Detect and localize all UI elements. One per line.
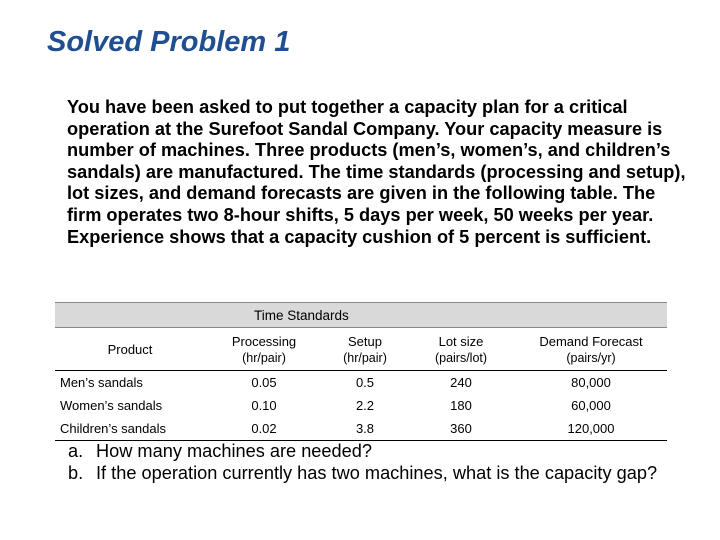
question-list bbox=[68, 441, 668, 484]
cell-product: Children’s sandals bbox=[60, 421, 166, 436]
cell-product: Women’s sandals bbox=[60, 398, 163, 413]
time-standards-label: Time Standards bbox=[254, 307, 349, 323]
col-header-setup bbox=[323, 328, 407, 371]
question-text: If the operation currently has two machines, what is the capacity gap? bbox=[96, 462, 658, 483]
problem-statement: You have been asked to put together a capacity plan for a critical operation at the Surefoot Sandal Company. Your capacity measure is number of machines. Three products (men’s, women’s, and children’s sandals) are manufactured. The time standards (processing and setup), lot sizes, and demand forecasts are given in the following table. The firm operates two 8-hour shifts, 5 days per week, 50 weeks per year. Experience shows that a capacity cushion of 5 percent is sufficient. bbox=[67, 97, 686, 247]
table-row bbox=[55, 371, 667, 395]
cell-processing: 0.10 bbox=[251, 398, 277, 413]
col-header-unit: (hr/pair) bbox=[242, 350, 286, 365]
col-header-unit: (pairs/yr) bbox=[566, 350, 616, 365]
col-header-product bbox=[55, 328, 205, 371]
cell-setup: 2.2 bbox=[355, 398, 375, 413]
page-title: Solved Problem 1 bbox=[47, 26, 291, 58]
cell-lot-size: 360 bbox=[450, 421, 472, 436]
cell-demand: 120,000 bbox=[567, 421, 615, 436]
question-marker: a. bbox=[68, 441, 84, 461]
table-row bbox=[55, 417, 667, 441]
col-header-label: Product bbox=[107, 341, 153, 357]
col-header-label: Processing bbox=[231, 333, 297, 349]
cell-demand: 60,000 bbox=[571, 398, 611, 413]
question-item bbox=[68, 441, 668, 463]
table-header-row bbox=[55, 328, 667, 371]
col-header-label: Lot size bbox=[438, 333, 484, 349]
cell-lot-size: 240 bbox=[450, 375, 472, 390]
question-item bbox=[68, 463, 668, 485]
cell-processing: 0.05 bbox=[251, 375, 277, 390]
cell-processing: 0.02 bbox=[251, 421, 277, 436]
data-table bbox=[55, 328, 667, 441]
table-row bbox=[55, 394, 667, 417]
time-standards-header bbox=[55, 302, 667, 328]
col-header-unit: (pairs/lot) bbox=[434, 350, 488, 365]
col-header-demand-forecast bbox=[515, 328, 667, 371]
question-marker: b. bbox=[68, 462, 84, 483]
cell-setup: 0.5 bbox=[355, 375, 375, 390]
col-header-lot-size bbox=[407, 328, 515, 371]
cell-setup: 3.8 bbox=[355, 421, 375, 436]
cell-product: Men’s sandals bbox=[60, 375, 143, 390]
col-header-processing bbox=[205, 328, 323, 371]
cell-demand: 80,000 bbox=[571, 375, 611, 390]
col-header-label: Setup bbox=[348, 333, 382, 349]
capacity-table bbox=[55, 302, 667, 441]
cell-lot-size: 180 bbox=[450, 398, 472, 413]
col-header-label: Demand Forecast bbox=[539, 333, 643, 349]
question-text: How many machines are needed? bbox=[96, 441, 373, 461]
col-header-unit: (hr/pair) bbox=[343, 350, 387, 365]
